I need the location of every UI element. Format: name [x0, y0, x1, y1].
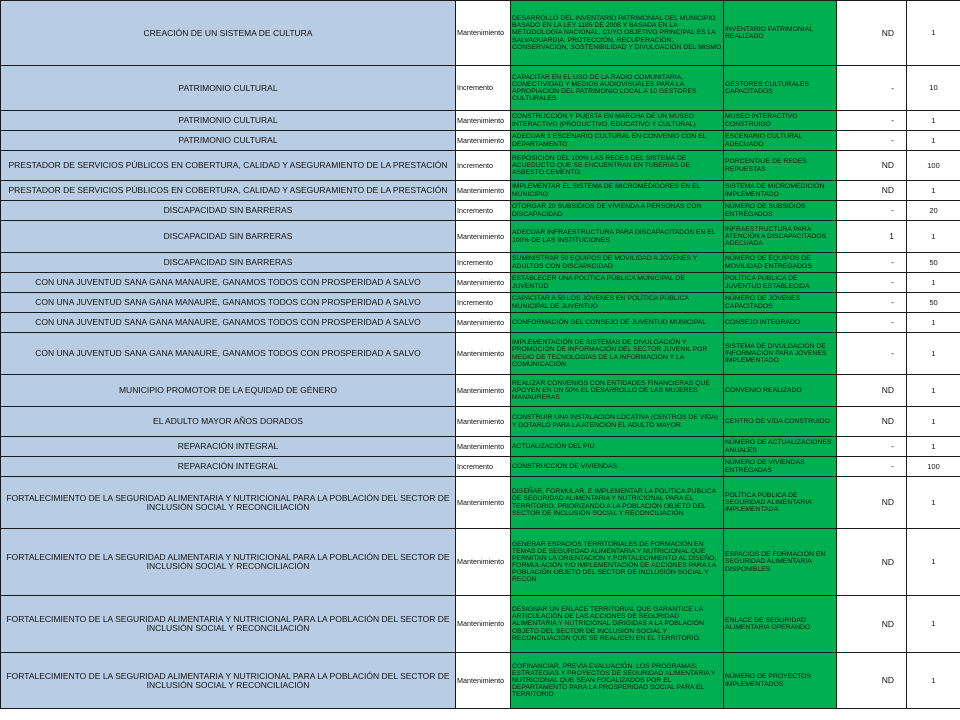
table-row — [1, 437, 960, 457]
goal-cell[interactable]: CONSTRUCCIÓN Y PUESTA EN MARCHA DE UN MUSEO INTERACTIVO (PRODUCTIVO, EDUCATIVO Y CULTURAL) — [511, 111, 724, 131]
program-cell[interactable]: MUNICIPIO PROMOTOR DE LA EQUIDAD DE GÉNERO — [1, 375, 456, 407]
type-cell[interactable]: Mantenimiento — [456, 221, 511, 253]
goal-cell[interactable]: COFINANCIAR, PREVIA EVALUACIÓN, LOS PROGRAMAS, ESTRATEGIAS Y PROYECTOS DE SEGURIDAD ALIMENTARIA Y NUTRICIONAL QUE SEAN FOCALIZADOS POR EL DEPARTAMENTO PARA LA PROSPERIDAD SOCIAL PARA EL TERRITORIO — [511, 653, 724, 709]
table-row — [1, 375, 960, 407]
target-value-cell[interactable]: 1 — [907, 437, 960, 457]
target-value-cell[interactable]: 100 — [907, 151, 960, 181]
baseline-cell[interactable]: - — [837, 273, 907, 293]
table-row — [1, 131, 960, 151]
table-row — [1, 313, 960, 333]
target-value-cell[interactable]: 1 — [907, 273, 960, 293]
goal-cell[interactable]: IMPLEMENTAR EL SISTEMA DE MICROMEDIDORES EN EL MUNICIPIO — [511, 181, 724, 201]
table-row — [1, 529, 960, 596]
table-row — [1, 1, 960, 66]
type-cell[interactable]: Mantenimiento — [456, 181, 511, 201]
indicator-cell[interactable]: PORCENTAJE DE REDES REPUESTAS — [724, 151, 837, 181]
type-cell[interactable]: Mantenimiento — [456, 407, 511, 437]
goal-cell[interactable]: DESARROLLO DEL INVENTARIO PATRIMONIAL DEL MUNICIPIO BASADO EN LA LEY 1185 DE 2008 Y BASADA EN LA METODOLOGÍA NACIONAL, CUYO OBJETIVO PRINCIPAL ES LA SALVAGUARDIA, PROTECCIÓN, RECUPERACIÓN, CONSERVACIÓN, SOSTENIBILIDAD Y DIVULGACIÓN DEL MISMO — [511, 1, 724, 66]
type-cell[interactable]: Mantenimiento — [456, 437, 511, 457]
program-cell[interactable]: PATRIMONIO CULTURAL — [1, 111, 456, 131]
type-cell[interactable]: Mantenimiento — [456, 131, 511, 151]
table-row — [1, 333, 960, 375]
program-cell[interactable]: EL ADULTO MAYOR AÑOS DORADOS — [1, 407, 456, 437]
target-value-cell[interactable]: 50 — [907, 253, 960, 273]
program-cell[interactable]: CON UNA JUVENTUD SANA GANA MANAURE, GANAMOS TODOS CON PROSPERIDAD A SALVO — [1, 313, 456, 333]
goal-cell[interactable]: ACTUALIZACIÓN DEL PIU — [511, 437, 724, 457]
target-value-cell[interactable]: 1 — [907, 131, 960, 151]
indicator-cell[interactable]: NÚMERO DE PROYECTOS IMPLEMENTADOS — [724, 653, 837, 709]
indicator-cell[interactable]: NÚMERO DE VIVIENDAS ENTREGADAS — [724, 457, 837, 477]
program-cell[interactable]: DISCAPACIDAD SIN BARRERAS — [1, 253, 456, 273]
goal-cell[interactable]: CONSTRUCCIÓN DE VIVIENDAS — [511, 457, 724, 477]
target-value-cell[interactable]: 1 — [907, 653, 960, 709]
indicator-cell[interactable]: GESTORES CULTURALES CAPACITADOS — [724, 66, 837, 111]
goal-cell[interactable]: REALIZAR CONVENIOS CON ENTIDADES FINANCIERAS QUE APOYEN EN UN 50% EL DESARROLLO DE LAS MUJERES MANAURERAS — [511, 375, 724, 407]
target-value-cell[interactable]: 1 — [907, 1, 960, 66]
goal-cell[interactable]: DISEÑAR, FORMULAR, E IMPLEMENTAR LA POLÍTICA PÚBLICA DE SEGURIDAD ALIMENTARIA Y NUTRICIONAL PARA EL TERRITORIO, PRIORIZANDO A LA POBLACIÓN OBJETO DEL SECTOR DE INCLUSIÓN SOCIAL Y RECONCILIACIÓN — [511, 477, 724, 529]
indicator-cell[interactable]: SISTEMA DE DIVULGACIÓN DE INFORMACIÓN PARA JÓVENES IMPLEMENTADO — [724, 333, 837, 375]
indicator-cell[interactable]: POLÍTICA PÚBLICA DE JUVENTUD ESTABLECIDA — [724, 273, 837, 293]
target-value-cell[interactable]: 1 — [907, 333, 960, 375]
baseline-cell[interactable]: 1 — [837, 221, 907, 253]
table-row — [1, 596, 960, 653]
goal-cell[interactable]: REPOSICIÓN DEL 100% LAS REDES DEL SISTEMA DE ACUEDUCTO QUE SE ENCUENTRAN EN TUBERÍAS DE ASBESTO CEMENTO. — [511, 151, 724, 181]
table-row — [1, 221, 960, 253]
indicator-cell[interactable]: MUSEO INTERACTIVO CONSTRUIDO — [724, 111, 837, 131]
type-cell[interactable]: Mantenimiento — [456, 313, 511, 333]
program-cell[interactable]: CON UNA JUVENTUD SANA GANA MANAURE, GANAMOS TODOS CON PROSPERIDAD A SALVO — [1, 333, 456, 375]
baseline-cell[interactable]: - — [837, 66, 907, 111]
program-cell[interactable]: DISCAPACIDAD SIN BARRERAS — [1, 201, 456, 221]
baseline-cell[interactable]: - — [837, 111, 907, 131]
table-row — [1, 477, 960, 529]
table-row — [1, 407, 960, 437]
program-cell[interactable]: REPARACIÓN INTEGRAL — [1, 437, 456, 457]
goal-cell[interactable]: CAPACITAR A 50 LOS JÓVENES EN POLÍTICA PÚBLICA MUNICIPAL DE JUVENTUD — [511, 293, 724, 313]
indicator-cell[interactable]: ENLACE DE SEGURIDAD ALIMENTARIA OPERANDO — [724, 596, 837, 653]
type-cell[interactable]: Mantenimiento — [456, 477, 511, 529]
indicator-cell[interactable]: NÚMERO DE ACTUALIZACIONES ANUALES — [724, 437, 837, 457]
program-cell[interactable]: DISCAPACIDAD SIN BARRERAS — [1, 221, 456, 253]
baseline-cell[interactable]: - — [837, 333, 907, 375]
type-cell[interactable]: Incremento — [456, 293, 511, 313]
type-cell[interactable]: Incremento — [456, 457, 511, 477]
indicator-cell[interactable]: ESPACIOS DE FORMACIÓN EN SEGURIDAD ALIMENTARIA DISPONIBLES — [724, 529, 837, 596]
program-cell[interactable]: CREACIÓN DE UN SISTEMA DE CULTURA — [1, 1, 456, 66]
type-cell[interactable]: Mantenimiento — [456, 273, 511, 293]
baseline-cell[interactable]: ND — [837, 477, 907, 529]
indicator-cell[interactable]: ESCENARIO CULTURAL ADECUADO — [724, 131, 837, 151]
program-cell[interactable]: CON UNA JUVENTUD SANA GANA MANAURE, GANAMOS TODOS CON PROSPERIDAD A SALVO — [1, 273, 456, 293]
target-value-cell[interactable]: 50 — [907, 293, 960, 313]
baseline-cell[interactable]: - — [837, 313, 907, 333]
goal-cell[interactable]: OTORGAR 20 SUBSIDIOS DE VIVIENDA A PERSONAS CON DISCAPACIDAD — [511, 201, 724, 221]
program-cell[interactable]: REPARACIÓN INTEGRAL — [1, 457, 456, 477]
indicator-cell[interactable]: INFRAESTRUCTURA PARA ATENCIÓN A DISCAPACITADOS ADECUADA — [724, 221, 837, 253]
target-value-cell[interactable]: 1 — [907, 221, 960, 253]
type-cell[interactable]: Incremento — [456, 253, 511, 273]
program-cell[interactable]: FORTALECIMIENTO DE LA SEGURIDAD ALIMENTARIA Y NUTRICIONAL PARA LA POBLACIÓN DEL SECTOR DE INCLUSIÓN SOCIAL Y RECONCILIACIÓN — [1, 596, 456, 653]
target-value-cell[interactable]: 1 — [907, 111, 960, 131]
type-cell[interactable]: Mantenimiento — [456, 653, 511, 709]
baseline-cell[interactable]: ND — [837, 407, 907, 437]
goal-cell[interactable]: CONFORMACIÓN DEL CONSEJO DE JUVENTUD MUNICIPAL — [511, 313, 724, 333]
indicator-cell[interactable]: CENTRO DE VIDA CONSTRUIDO — [724, 407, 837, 437]
indicator-cell[interactable]: NÚMERO DE SUBSIDIOS ENTREGADOS — [724, 201, 837, 221]
program-cell[interactable]: FORTALECIMIENTO DE LA SEGURIDAD ALIMENTARIA Y NUTRICIONAL PARA LA POBLACIÓN DEL SECTOR DE INCLUSIÓN SOCIAL Y RECONCILIACIÓN — [1, 477, 456, 529]
goal-cell[interactable]: DESIGNAR UN ENLACE TERRITORIAL QUE GARANTICE LA ARTICULACIÓN DE LAS ACCIONES DE SEGURIDAD ALIMENTARIA Y NUTRICIONAL DIRIGIDAS A LA POBLACIÓN OBJETO DEL SECTOR DE INCLUSIÓN SOCIAL Y RECONCILIACIÓN QUE SE REALICEN EN EL TERRITORIO. — [511, 596, 724, 653]
type-cell[interactable]: Mantenimiento — [456, 333, 511, 375]
baseline-cell[interactable]: - — [837, 437, 907, 457]
baseline-cell[interactable]: ND — [837, 596, 907, 653]
type-cell[interactable]: Incremento — [456, 151, 511, 181]
program-cell[interactable]: FORTALECIMIENTO DE LA SEGURIDAD ALIMENTARIA Y NUTRICIONAL PARA LA POBLACIÓN DEL SECTOR DE INCLUSIÓN SOCIAL Y RECONCILIACIÓN — [1, 529, 456, 596]
baseline-cell[interactable]: - — [837, 131, 907, 151]
indicator-cell[interactable]: CONVENIO REALIZADO — [724, 375, 837, 407]
program-cell[interactable]: PATRIMONIO CULTURAL — [1, 66, 456, 111]
goal-cell[interactable]: ESTABLECER UNA POLÍTICA PÚBLICA MUNICIPAL DE JUVENTUD — [511, 273, 724, 293]
program-cell[interactable]: CON UNA JUVENTUD SANA GANA MANAURE, GANAMOS TODOS CON PROSPERIDAD A SALVO — [1, 293, 456, 313]
table-row — [1, 273, 960, 293]
target-value-cell[interactable]: 1 — [907, 529, 960, 596]
goal-cell[interactable]: ADECUAR 1 ESCENARIO CULTURAL EN CONVENIO CON EL DEPARTAMENTO — [511, 131, 724, 151]
program-cell[interactable]: PATRIMONIO CULTURAL — [1, 131, 456, 151]
target-value-cell[interactable]: 1 — [907, 313, 960, 333]
table-row — [1, 111, 960, 131]
baseline-cell[interactable]: ND — [837, 1, 907, 66]
baseline-cell[interactable]: - — [837, 457, 907, 477]
goal-cell[interactable]: GENERAR ESPACIOS TERRITORIALES DE FORMACIÓN EN TEMAS DE SEGURIDAD ALIMENTARIA Y NUTRICIONAL QUE PERMITAN LA ORIENTACIÓN Y FORTALECIMIENTO AL DISEÑO, FORMULACIÓN Y/O IMPLEMENTACIÓN DE ACCIONES PARA LA POBLACIÓN OBJETO DEL SECTOR DE INCLUSIÓN SOCIAL Y RECON — [511, 529, 724, 596]
goal-cell[interactable]: CONSTRUIR UNA INSTALACIÓN LOCATIVA (CENTROS DE VIDA) Y DOTARLO PARA LA ATENCIÓN EL ADULTO MAYOR. — [511, 407, 724, 437]
type-cell[interactable]: Mantenimiento — [456, 529, 511, 596]
indicator-cell[interactable]: NÚMERO DE EQUIPOS DE MOVILIDAD ENTREGADOS — [724, 253, 837, 273]
baseline-cell[interactable]: ND — [837, 151, 907, 181]
table-row — [1, 457, 960, 477]
type-cell[interactable]: Mantenimiento — [456, 1, 511, 66]
indicator-cell[interactable]: SISTEMA DE MICROMEDICIÓN IMPLEMENTADO — [724, 181, 837, 201]
indicator-cell[interactable]: CONSEJO INTEGRADO — [724, 313, 837, 333]
target-value-cell[interactable]: 1 — [907, 477, 960, 529]
target-value-cell[interactable]: 1 — [907, 596, 960, 653]
goal-cell[interactable]: CAPACITAR EN EL USO DE LA RADIO COMUNITARIA, CONECTIVIDAD Y MEDIOS AUDIOVISUALES PARA LA APROPIACIÓN DEL PATRIMONIO LOCAL A 10 GESTORES CULTURALES. — [511, 66, 724, 111]
baseline-cell[interactable]: ND — [837, 181, 907, 201]
baseline-cell[interactable]: ND — [837, 375, 907, 407]
table-row — [1, 653, 960, 709]
indicator-cell[interactable]: POLÍTICA PÚBLICA DE SEGURIDAD ALIMENTARIA IMPLEMENTADA — [724, 477, 837, 529]
table-row — [1, 253, 960, 273]
type-cell[interactable]: Mantenimiento — [456, 111, 511, 131]
table-row — [1, 66, 960, 111]
type-cell[interactable]: Mantenimiento — [456, 375, 511, 407]
target-value-cell[interactable]: 20 — [907, 201, 960, 221]
program-cell[interactable]: PRESTADOR DE SERVICIOS PÚBLICOS EN COBERTURA, CALIDAD Y ASEGURAMIENTO DE LA PRESTACIÓN — [1, 181, 456, 201]
table-row — [1, 201, 960, 221]
baseline-cell[interactable]: - — [837, 253, 907, 273]
baseline-cell[interactable]: ND — [837, 529, 907, 596]
table-row — [1, 293, 960, 313]
target-value-cell[interactable]: 10 — [907, 66, 960, 111]
goal-cell[interactable]: SUMINISTRAR 50 EQUIPOS DE MOVILIDAD A JÓVENES Y ADULTOS CON DISCAPACIDAD — [511, 253, 724, 273]
target-value-cell[interactable]: 1 — [907, 375, 960, 407]
table-row — [1, 151, 960, 181]
target-value-cell[interactable]: 100 — [907, 457, 960, 477]
type-cell[interactable]: Mantenimiento — [456, 596, 511, 653]
goal-cell[interactable]: IMPLEMENTACIÓN DE SISTEMAS DE DIVULGACIÓN Y PROMOCIÓN DE INFORMACIÓN DEL SECTOR JUVENIL POR MEDIO DE TECNOLOGÍAS DE LA INFORMACIÓN Y LA COMUNICACIÓN — [511, 333, 724, 375]
baseline-cell[interactable]: ND — [837, 653, 907, 709]
type-cell[interactable]: Incremento — [456, 201, 511, 221]
target-value-cell[interactable]: 1 — [907, 407, 960, 437]
indicator-cell[interactable]: NÚMERO DE JÓVENES CAPACITADOS — [724, 293, 837, 313]
target-value-cell[interactable]: 1 — [907, 181, 960, 201]
indicator-cell[interactable]: INVENTARIO PATRIMONIAL REALIZADO — [724, 1, 837, 66]
program-cell[interactable]: PRESTADOR DE SERVICIOS PÚBLICOS EN COBERTURA, CALIDAD Y ASEGURAMIENTO DE LA PRESTACIÓN — [1, 151, 456, 181]
program-cell[interactable]: FORTALECIMIENTO DE LA SEGURIDAD ALIMENTARIA Y NUTRICIONAL PARA LA POBLACIÓN DEL SECTOR DE INCLUSIÓN SOCIAL Y RECONCILIACIÓN — [1, 653, 456, 709]
baseline-cell[interactable]: - — [837, 201, 907, 221]
table-row — [1, 181, 960, 201]
baseline-cell[interactable]: - — [837, 293, 907, 313]
type-cell[interactable]: Incremento — [456, 66, 511, 111]
table-body — [1, 1, 960, 709]
goal-cell[interactable]: ADECUAR INFRAESTRUCTURA PARA DISCAPACITADOS EN EL 100% DE LAS INSTITUCIONES — [511, 221, 724, 253]
